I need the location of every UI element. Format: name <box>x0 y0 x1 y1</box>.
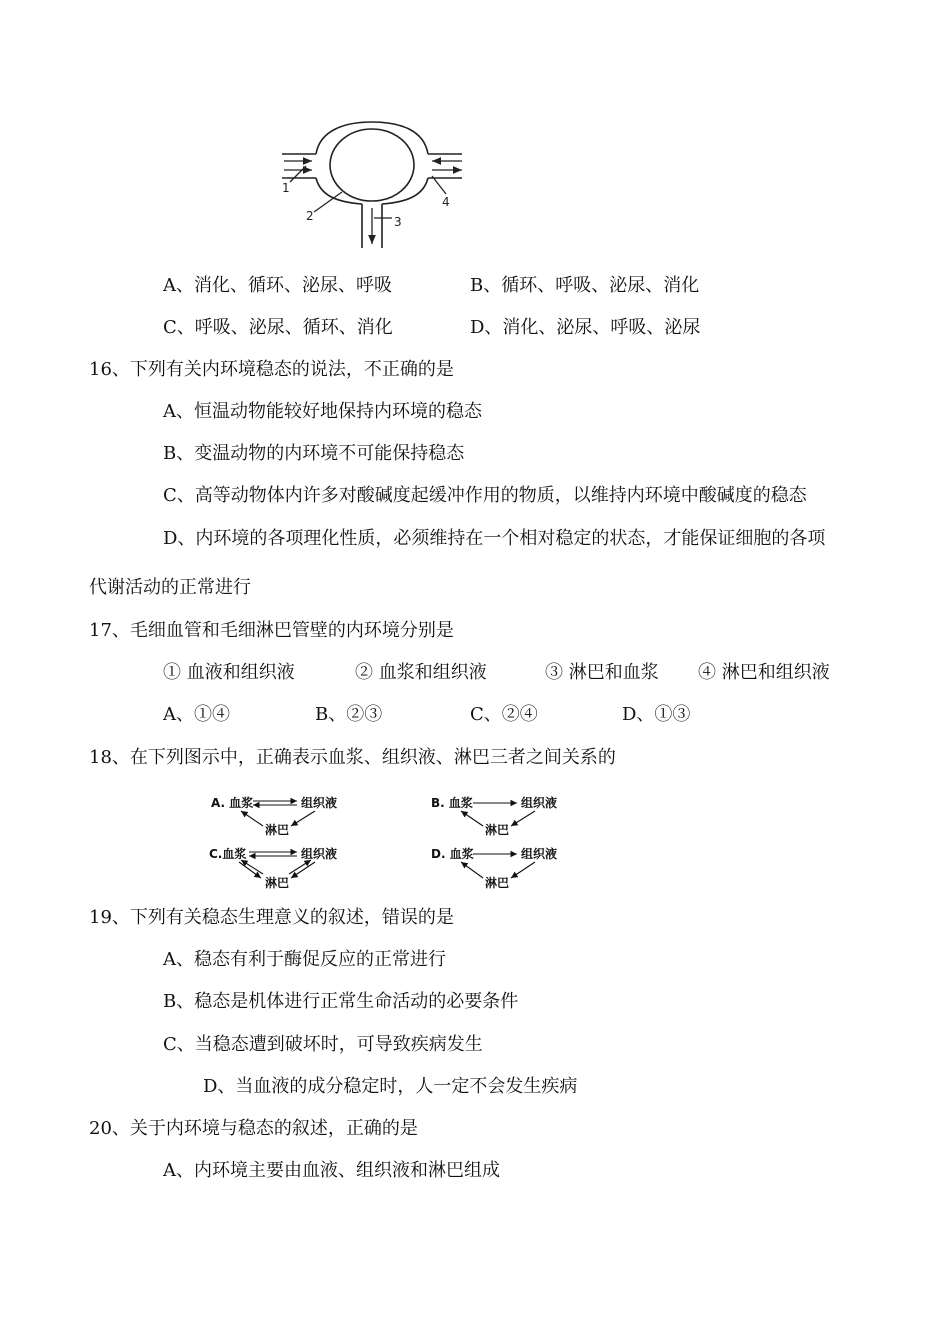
q19-option-d: D、当血液的成分稳定时，人一定不会发生疾病 <box>203 1076 578 1097</box>
q20-stem: 20、关于内环境与稳态的叙述，正确的是 <box>89 1118 418 1139</box>
outer-ring <box>316 122 428 204</box>
q16-option-a: A、恒温动物能较好地保持内环境的稳态 <box>163 401 482 422</box>
q15-option-c: C、呼吸、泌尿、循环、消化 <box>163 317 393 338</box>
diagram-b-tissue: 组织液 <box>521 796 558 810</box>
q15-organ-diagram <box>270 120 480 250</box>
q16-option-c: C、高等动物体内许多对酸碱度起缓冲作用的物质，以维持内环境中酸碱度的稳态 <box>163 485 807 506</box>
q16-option-b: B、变温动物的内环境不可能保持稳态 <box>163 443 465 464</box>
q17-item-3: ③ 淋巴和血浆 <box>545 662 659 683</box>
diagram-d-tissue: 组织液 <box>521 847 558 861</box>
diagram-c-plasma: C.血浆 <box>209 847 247 861</box>
diagram-a-lymph: 淋巴 <box>265 823 290 837</box>
diagram-d-plasma: D. 血浆 <box>431 847 474 861</box>
q15-option-a: A、消化、循环、泌尿、呼吸 <box>163 275 392 296</box>
q17-option-a: A、①④ <box>163 704 230 725</box>
q17-option-b: B、②③ <box>315 704 383 725</box>
inner-ring <box>330 129 414 201</box>
diagram-a-tissue: 组织液 <box>301 796 338 810</box>
diagram-b-plasma: B. 血浆 <box>431 796 473 810</box>
label-2: 2 <box>306 209 314 223</box>
q17-item-1: ① 血液和组织液 <box>163 662 295 683</box>
q18-relationship-diagrams <box>205 788 575 894</box>
q16-option-d-continued: 代谢活动的正常进行 <box>89 577 251 598</box>
q19-stem: 19、下列有关稳态生理意义的叙述，错误的是 <box>89 907 454 928</box>
q17-item-4: ④ 淋巴和组织液 <box>698 662 830 683</box>
q15-option-d: D、消化、泌尿、呼吸、泌尿 <box>470 317 701 338</box>
diagram-a-plasma: A. 血浆 <box>211 796 254 810</box>
q17-item-2: ② 血浆和组织液 <box>355 662 487 683</box>
q19-option-c: C、当稳态遭到破坏时，可导致疾病发生 <box>163 1034 483 1055</box>
q18-stem: 18、在下列图示中，正确表示血浆、组织液、淋巴三者之间关系的 <box>89 747 616 768</box>
q19-option-a: A、稳态有利于酶促反应的正常进行 <box>163 949 446 970</box>
label-4: 4 <box>442 195 450 209</box>
q15-option-b: B、循环、呼吸、泌尿、消化 <box>470 275 700 296</box>
q19-option-b: B、稳态是机体进行正常生命活动的必要条件 <box>163 991 519 1012</box>
diagram-c-tissue: 组织液 <box>301 847 338 861</box>
q16-stem: 16、下列有关内环境稳态的说法，不正确的是 <box>89 359 454 380</box>
q20-option-a: A、内环境主要由血液、组织液和淋巴组成 <box>163 1160 500 1181</box>
label-3: 3 <box>394 215 402 229</box>
q17-stem: 17、毛细血管和毛细淋巴管壁的内环境分别是 <box>89 620 454 641</box>
q17-option-d: D、①③ <box>622 704 691 725</box>
q16-option-d: D、内环境的各项理化性质，必须维持在一个相对稳定的状态，才能保证细胞的各项 <box>163 528 826 549</box>
diagram-d-lymph: 淋巴 <box>485 876 510 890</box>
label-1: 1 <box>282 181 290 195</box>
diagram-c-lymph: 淋巴 <box>265 876 290 890</box>
diagram-b-lymph: 淋巴 <box>485 823 510 837</box>
q17-option-c: C、②④ <box>470 704 538 725</box>
